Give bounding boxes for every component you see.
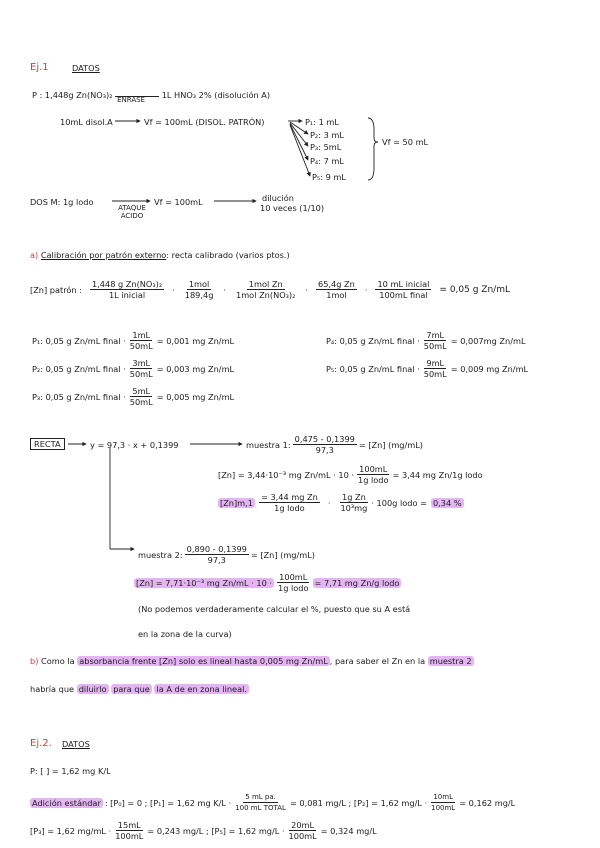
patron-2: P₂: 3 mL	[310, 130, 344, 140]
adicion-line2: [P₃] = 1,62 mg/mL · $\frac{15mL}{100mL}$ = 0,243 mg/L ; [P₅] = 1,62 mg/L · $\frac{20mL}{100mL}$ = 0,324 mg/L	[30, 820, 377, 841]
p1-calc: P₁: 0,05 g Zn/mL final · $\frac{1mL}{50mL}$ = 0,001 mg Zn/mL	[32, 330, 235, 351]
patron-5: P₅: 9 mL	[312, 172, 346, 182]
note-line2: en la zona de la curva)	[138, 629, 232, 639]
part-a-heading: a) Calibración por patrón externo: recta calibrado (varios ptos.)	[30, 250, 290, 260]
muestra2-line2: [Zn] = 7,71·10⁻³ mg Zn/mL · 10 · $\frac{100mL}{\text{1g lodo}}$ = 7,71 mg Zn/g lodo	[136, 572, 400, 593]
row2-left: 10mL disol.A	[60, 117, 113, 127]
p4-calc: P₄: 0,05 g Zn/mL final · $\frac{7mL}{50mL}$ = 0,007mg Zn/mL	[326, 330, 526, 351]
ej1-datos: DATOS	[72, 63, 100, 73]
brace-patrones	[368, 118, 378, 180]
patron-3: P₃: 5mL	[310, 142, 342, 152]
patron-1: P₁: 1 mL	[305, 117, 339, 127]
muestra1-line1: muestra 1: $\frac{0,475 - 0,1399}{97,3}$ = [Zn] (mg/mL)	[246, 434, 423, 455]
recta-box: RECTA	[30, 438, 65, 450]
row2-vf: Vf = 100mL (DISOL. PATRÓN)	[144, 117, 265, 127]
p5-calc: P₅: 0,05 g Zn/mL final · $\frac{9mL}{50mL}$ = 0,009 mg Zn/mL	[326, 358, 529, 379]
muestra1-line3: [Zn]m,1 $\frac{\text{= 3,44 mg Zn}}{\text{1g lodo}}$ · $\frac{\text{1g Zn}}{\text{10³mg}}$ · 100g lodo = 0,34 %	[220, 492, 462, 513]
arrow-p5	[290, 125, 310, 176]
dilucion-1: dilución	[262, 193, 294, 203]
muestra1-line2: [Zn] = 3,44·10⁻³ mg Zn/mL · 10 · $\frac{100mL}{\text{1g lodo}}$ = 3,44 mg Zn/1g lodo	[218, 464, 483, 485]
p2-calc: P₂: 0,05 g Zn/mL final · $\frac{3mL}{50mL}$ = 0,003 mg Zn/mL	[32, 358, 235, 379]
note-line1: (No podemos verdaderamente calcular el %, puesto que su A está	[138, 604, 411, 614]
dilucion-2: 10 veces (1/10)	[260, 203, 325, 213]
patron-4: P₄: 7 mL	[310, 156, 344, 166]
ej2-datos: DATOS	[62, 739, 90, 749]
p-line: P : 1,448g Zn(NO₃)₂ ENRASE 1L HNO₃ 2% (disolución A)	[32, 90, 271, 104]
part-b-line1: b) Como la absorbancia frente [Zn] solo es lineal hasta 0,005 mg Zn/mL , para saber el Zn en la muestra 2	[30, 656, 472, 666]
zn-patron-calc: [Zn] patrón : $\frac{\text{1,448 g Zn(NO₃)₂}}{\text{1L inicial}}$ · $\frac{\text{1mol}}{189,4g}$ · $\frac{\text{1mol Zn}}{\text{1mol Zn(NO₃)₂}}$ · $\frac{\text{65,4g Zn}}{\text{1mol}}$ · $\frac{\text{10 mL inicial}}{\text{100mL final}}$ = 0,05 g Zn/mL	[30, 279, 510, 300]
ej2-title: Ej.2.	[30, 738, 52, 749]
dosm-a: DOS M: 1g lodo	[30, 197, 94, 207]
recta-equation: y = 97,3 · x + 0,1399	[90, 440, 179, 450]
muestra2-line1: muestra 2: $\frac{0,890 - 0,1399}{97,3}$ = [Zn] (mg/mL)	[138, 544, 315, 565]
adicion-line1: Adición estándar : [P₀] = 0 ; [P₁] = 1,62 mg K/L · $\frac{\text{5 mL pa.}}{\text{100 mL TOTAL}}$ = 0,081 mg/L ; [P₂] = 1,62 mg/L · $\frac{10mL}{100mL}$ = 0,162 mg/L	[32, 793, 516, 812]
dosm-arrow-label: ATAQUE ÁCIDO	[118, 204, 146, 220]
ej2-p: P: [ ] = 1,62 mg K/L	[30, 766, 111, 776]
part-b-line2: habría que diluirlo para que la A de en zona lineal.	[30, 684, 247, 694]
vf-50: Vf = 50 mL	[382, 137, 429, 147]
dosm-b: Vf = 100mL	[154, 197, 203, 207]
p3-calc: P₃: 0,05 g Zn/mL final · $\frac{5mL}{50mL}$ = 0,005 mg Zn/mL	[32, 386, 235, 407]
ej1-title: Ej.1	[30, 62, 49, 73]
